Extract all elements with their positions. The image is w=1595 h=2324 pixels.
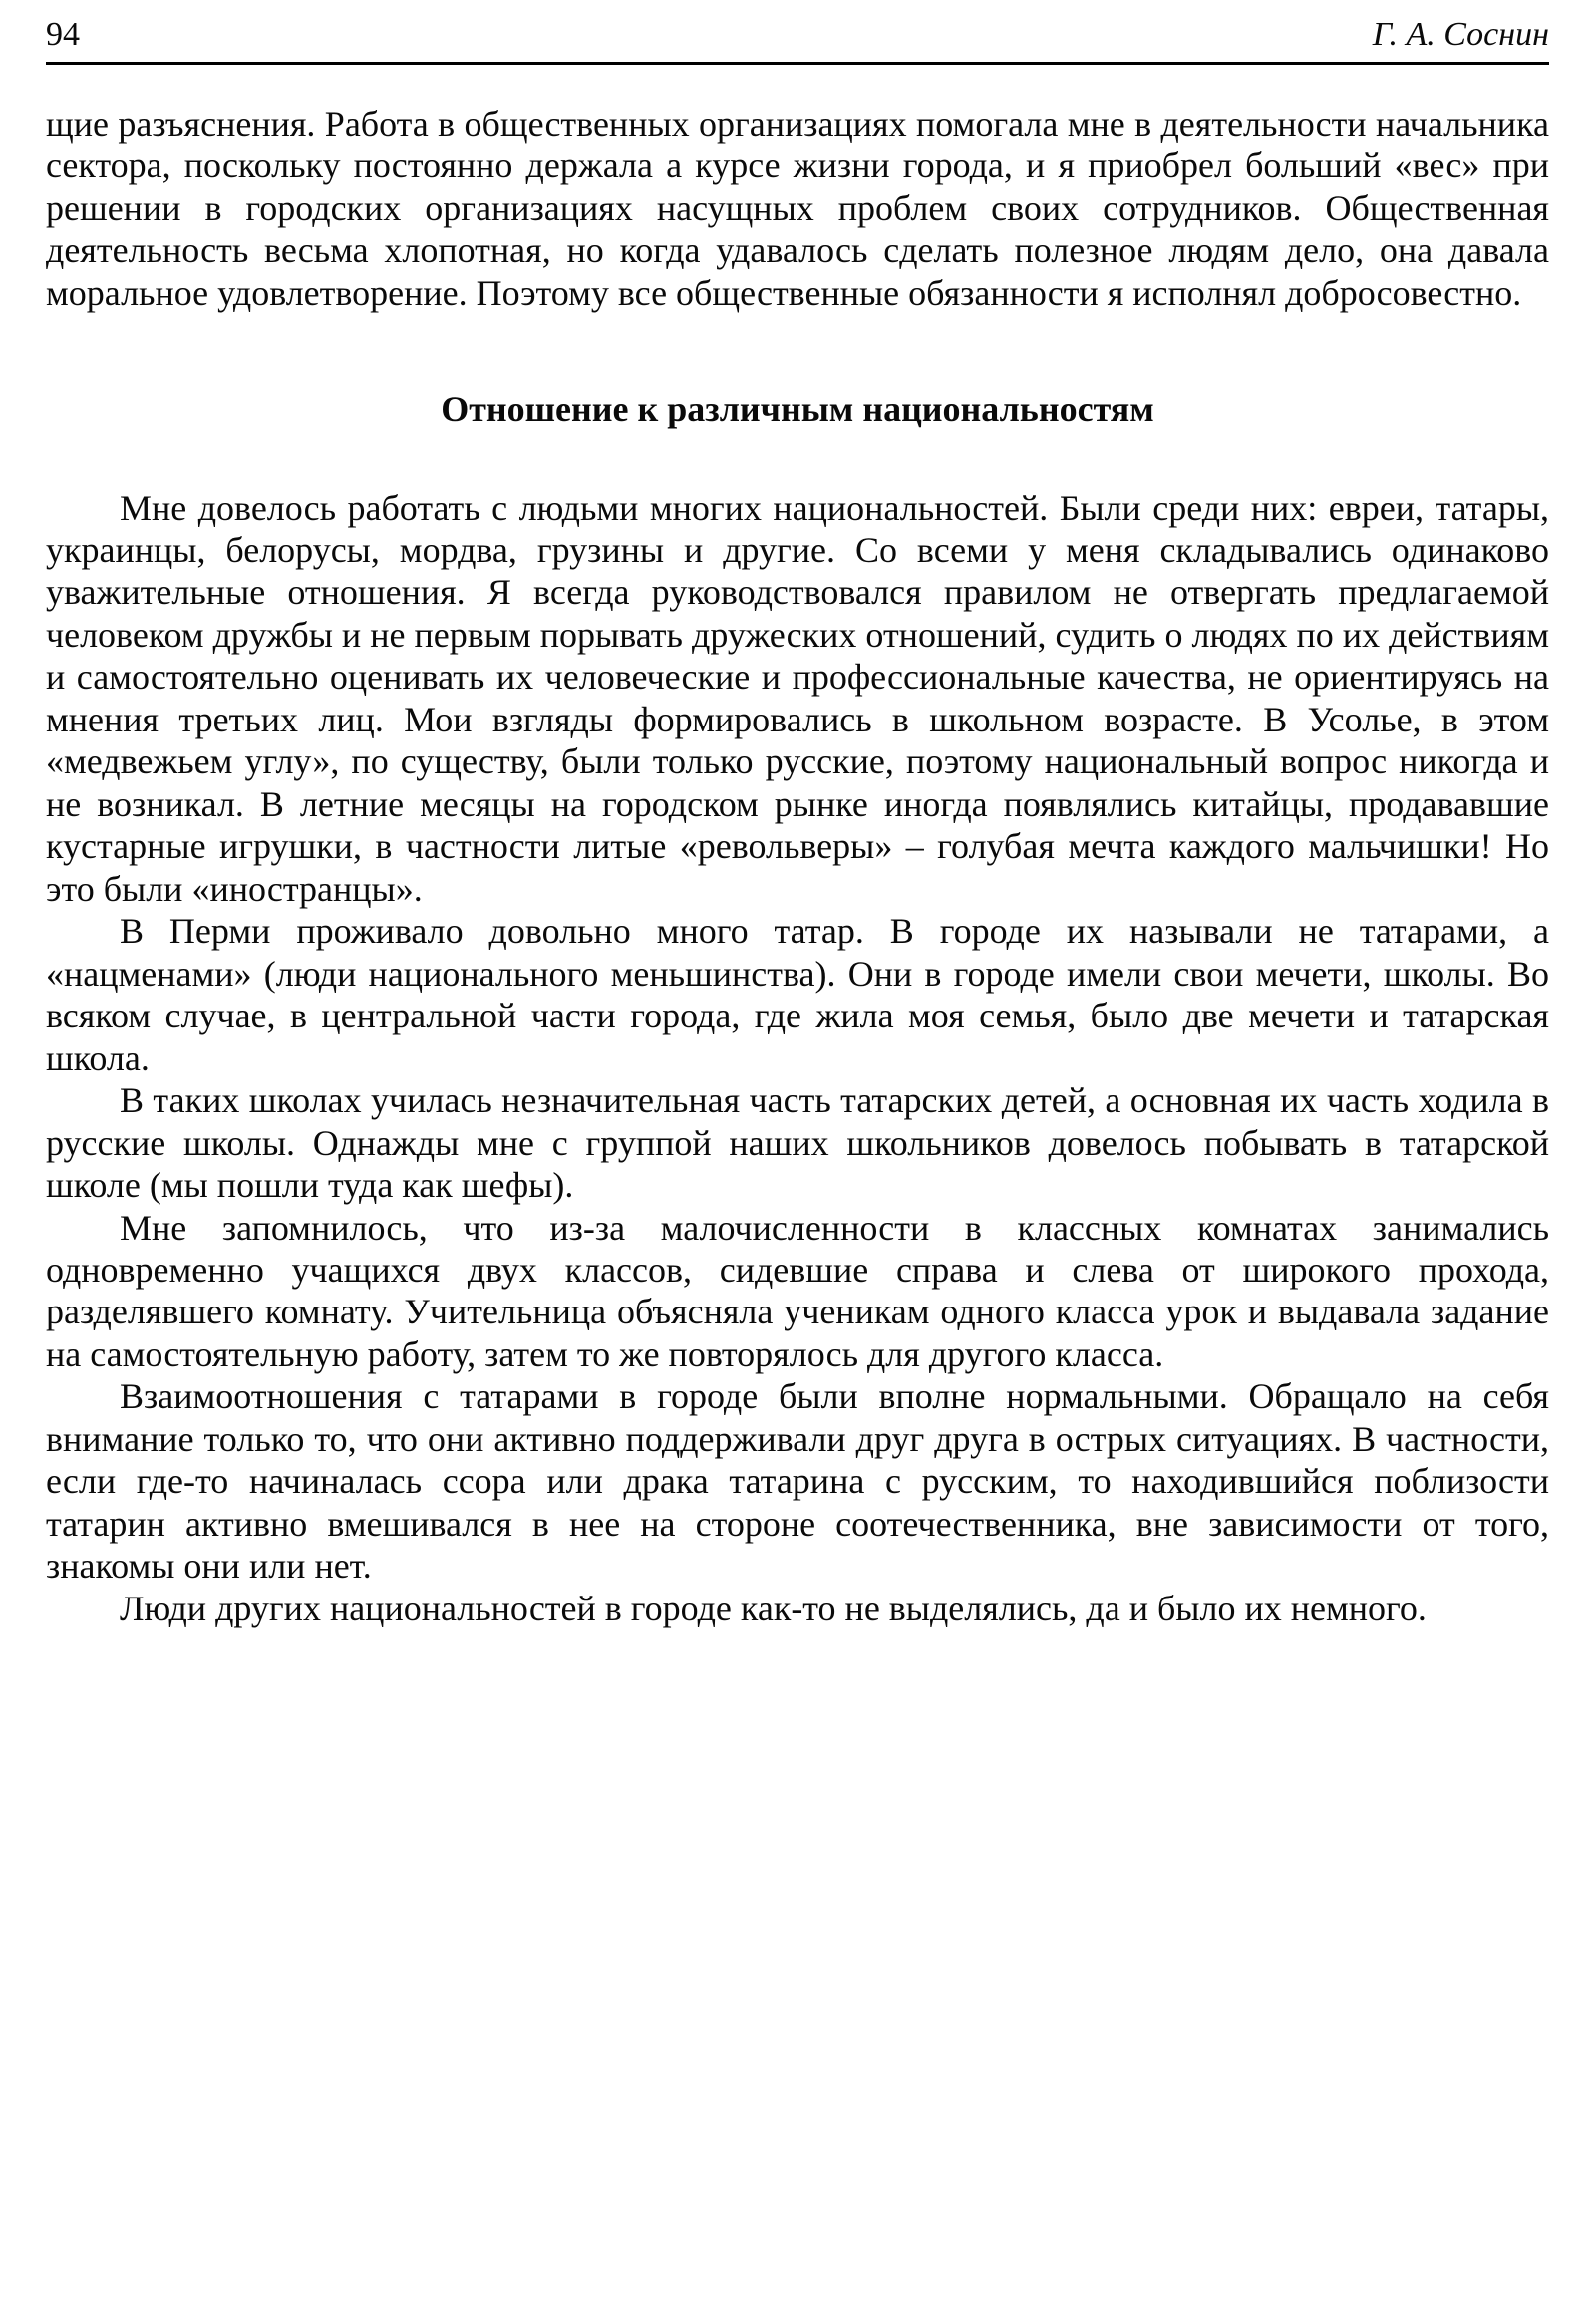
paragraph-1: Мне довелось работать с людьми многих национальностей. Были среди них: евреи, татары, украинцы, белорусы, мордва, грузины и другие. Со всеми у меня складывались одинаково уважительные отношения. Я всегда руководствовался правилом не отвергать предлагаемой человеком дружбы и не первым порывать дружеских отношений, судить о людях по их действиям и самостоятельно оценивать их человеческие и профессиональные качества, не ориентируясь на мнения третьих лиц. Мои взгляды формировались в школьном возрасте. В Усолье, в этом «медвежьем углу», по существу, были только русские, поэтому национальный вопрос никогда и не возникал. В летние месяцы на городском рынке иногда появлялись китайцы, продававшие кустарные игрушки, в частности литые «револьверы» – голубая мечта каждого мальчишки! Но это были «иностранцы».: [46, 487, 1549, 909]
paragraph-6: Люди других национальностей в городе как-то не выделялись, да и было их немного.: [120, 1588, 1427, 1628]
running-header: [46, 16, 1549, 65]
section-heading: Отношение к различным национальностям: [441, 389, 1154, 430]
paragraph-5: Взаимоотношения с татарами в городе были вполне нормальными. Обращало на себя внимание только то, что они активно поддерживали друг друга в острых ситуациях. В частности, если где-то начиналась ссора или драка татарина с русским, то находившийся поблизости татарин активно вмешивался в нее на стороне соотечественника, вне зависимости от того, знакомы они или нет.: [46, 1376, 1549, 1587]
page-number: 94: [46, 16, 80, 53]
paragraph-3: В таких школах училась незначительная часть татарских детей, а основная их часть ходила в русские школы. Однажды мне с группой наших школьников довелось побывать в татарской школе (мы пошли туда как шефы).: [46, 1080, 1549, 1206]
running-header-author: Г. А. Соснин: [1372, 16, 1549, 53]
paragraph-2: В Перми проживало довольно много татар. В городе их называли не татарами, а «нацменами» (люди национального меньшинства). Они в городе имели свои мечети, школы. Во всяком случае, в центральной части города, где жила моя семья, было две мечети и татарская школа.: [46, 911, 1549, 1078]
continuation-paragraph: щие разъяснения. Работа в общественных организациях помогала мне в деятельности начальника сектора, поскольку постоянно держала а курсе жизни города, и я приобрел больший «вес» при решении в городских организациях насущных проблем своих сотрудников. Общественная деятельность весьма хлопотная, но когда удавалось сделать полезное людям дело, она давала моральное удовлетворение. Поэтому все общественные обязанности я исполнял добросовестно.: [46, 104, 1549, 313]
paragraph-4: Мне запомнилось, что из-за малочисленности в классных комнатах занимались одновременно учащихся двух классов, сидевшие справа и слева от широкого прохода, разделявшего комнату. Учительница объясняла ученикам одного класса урок и выдавала задание на самостоятельную работу, затем то же повторялось для другого класса.: [46, 1207, 1549, 1374]
page-content: [46, 103, 1549, 1629]
